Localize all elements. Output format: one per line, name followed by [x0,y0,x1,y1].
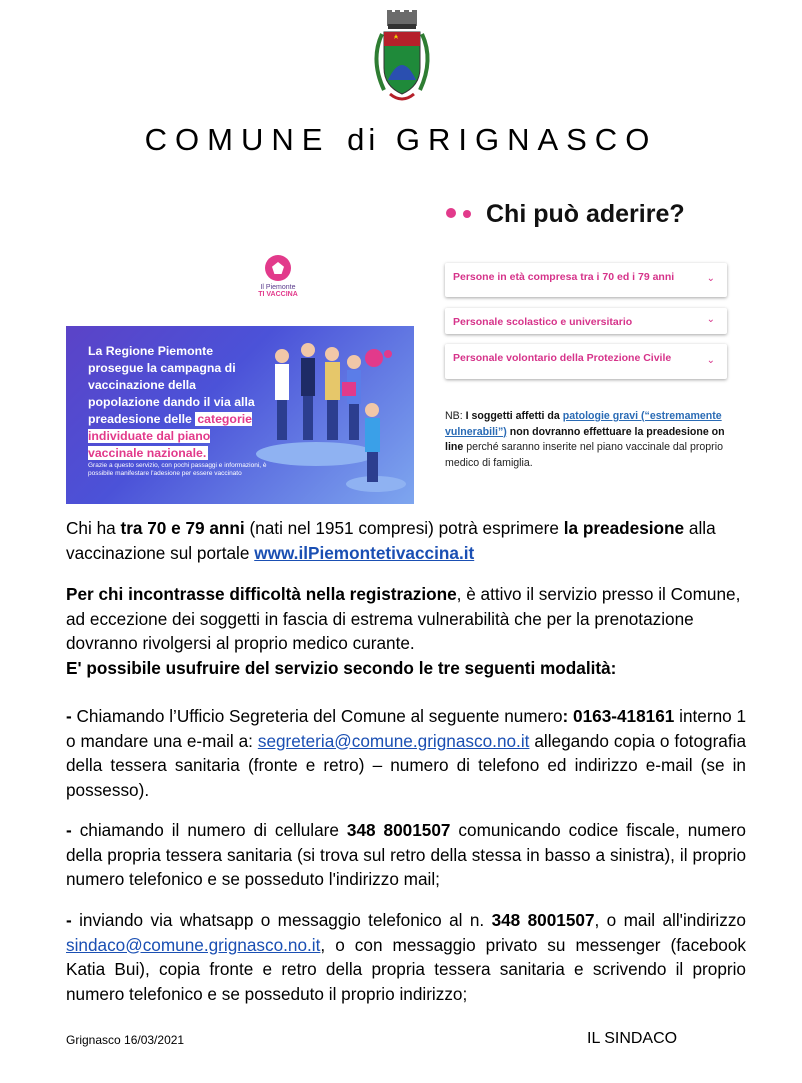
modalita-3: - inviando via whatsapp o messaggio telefonico al n. 348 8001507, o mail all'indirizzo sindaco@comune.grignasco.no.it, o con messaggio privato su messenger (facebook Katia Bui), copia fronte e retro della propria tessera sanitaria e scrivendo il proprio numero telefonico e se posseduto il proprio indirizzo; [66,910,746,1004]
accordion-item-scolastico[interactable]: Personale scolastico e universitario ⌄ [445,308,727,334]
banner-text: La Regione Piemonte prosegue la campagna di vaccinazione della popolazione dando il via alla preadesione delle categorie individuate dal piano vaccinale nazionale. [88,344,255,460]
promo-banner [66,255,414,504]
chevron-down-icon: ⌄ [706,354,715,366]
paragraph-difficolta: Per chi incontrasse difficoltà nella registrazione, è attivo il servizio presso il Comune, ad eccezione dei soggetti in fascia di estrema vulnerabilità che per la prenotazione dovranno rivolgersi al proprio medico curante. E' possibile usufruire del servizio secondo le tre seguenti modalità: [66,584,741,678]
municipal-crest-icon [364,10,440,108]
signature: IL SINDACO [587,1030,678,1047]
people-illustration-icon [246,336,411,501]
modalita-2: - chiamando il numero di cellulare 348 8001507 comunicando codice fiscale, numero della propria tessera sanitaria (si trova sul retro della stessa in basso a sinistra), il proprio numero telefonico e se posseduto l'indirizzo mail; [66,820,746,889]
portal-link[interactable]: www.ilPiemontetivaccina.it [254,542,475,563]
piemonte-vaccina-logo: Il Piemonte TI VACCINA [248,255,308,305]
banner-panel [66,326,414,504]
piemonte-logo-icon [265,255,291,281]
pink-dots-icon [446,205,471,223]
segreteria-email-link[interactable]: segreteria@comune.grignasco.no.it [257,730,530,751]
banner-small-text: Grazie a questo servizio, con pochi passaggi e informazioni, è possibile manifestare l'adesione per essere vaccinato [88,462,267,477]
accordion-item-protezione-civile[interactable]: Personale volontario della Protezione Civile ⌄ [445,344,727,379]
chevron-down-icon: ⌄ [706,314,715,325]
patologie-gravi-link[interactable]: patologie gravi (“estremamente vulnerabili”) [445,410,722,438]
page-title: COMUNE di GRIGNASCO [144,122,658,157]
accordion-item-70-79[interactable]: Persone in età compresa tra i 70 ed i 79 anni ⌄ [445,263,727,297]
nb-note: NB: I soggetti affetti da patologie gravi (“estremamente vulnerabili”) non dovranno effettuare la preadesione on line perché saranno inserite nel piano vaccinale dal proprio medico di famiglia. [445,410,725,469]
chevron-down-icon: ⌄ [706,273,715,284]
chi-puo-aderire-title: Chi può aderire? [486,200,685,228]
sindaco-email-link[interactable]: sindaco@comune.grignasco.no.it [66,934,321,955]
paragraph-preadesione: Chi ha tra 70 e 79 anni (nati nel 1951 compresi) potrà esprimere la preadesione alla vaccinazione sul portale www.ilPiemontetivaccina.it [66,518,716,563]
modalita-1: - Chiamando l’Ufficio Segreteria del Comune al seguente numero: 0163-418161 interno 1 o mandare una e-mail a: segreteria@comune.grignasco.no.it allegando copia o fotografia della tessera sanitaria (fronte e retro) – numero di telefono ed indirizzo e-mail (se in possesso). [66,706,747,800]
place-date: Grignasco 16/03/2021 [66,1033,185,1047]
